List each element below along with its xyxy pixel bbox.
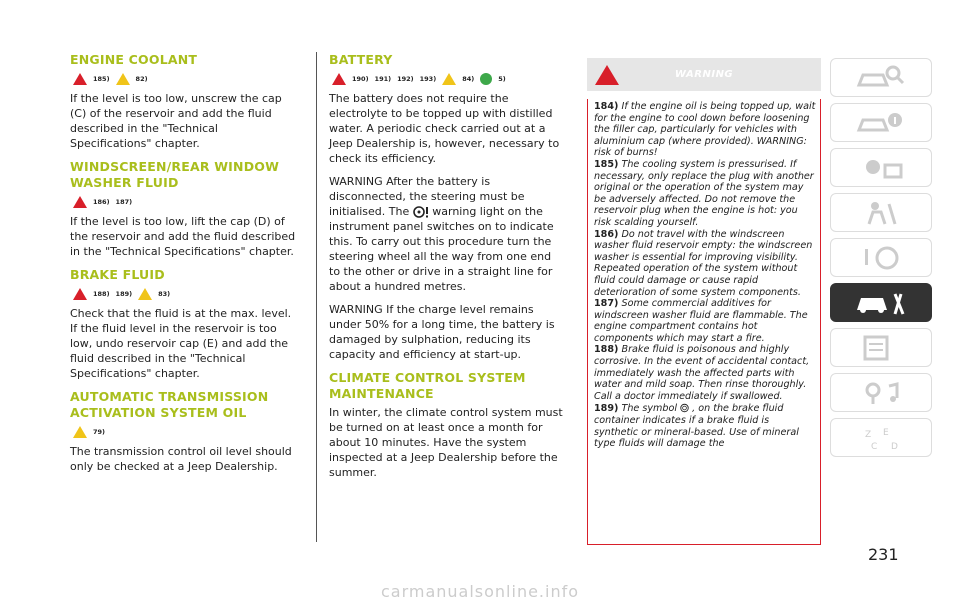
washer-fluid-title: WINDSCREEN/REAR WINDOW WASHER FLUID — [70, 159, 280, 190]
ref-link[interactable]: 192) — [397, 75, 414, 83]
ref-link[interactable]: 5) — [498, 75, 506, 83]
washer-fluid-refs — [73, 194, 300, 210]
warning-box — [587, 58, 821, 547]
battery-title: BATTERY — [329, 52, 393, 67]
warning-item-text: The symbol — [621, 403, 678, 415]
tab-multimedia[interactable] — [830, 373, 932, 412]
steering-tools-icon — [851, 243, 911, 273]
steering-warning-icon — [413, 206, 429, 218]
car-info-icon — [851, 108, 911, 138]
ref-link[interactable]: 191) — [374, 75, 392, 83]
tab-starting-driving[interactable] — [830, 238, 932, 277]
caution-icon — [116, 73, 130, 85]
brake-fluid-text: Check that the fluid is at the max. level. If the fluid level in the reservoir is too low, undo reservoir cap (E) and add the fluid described in the "Technical Specifications" chapter. — [70, 307, 292, 380]
ref-link[interactable]: 193) — [419, 75, 437, 83]
warning-item — [594, 229, 816, 299]
warning-item-text: Some commercial additives for windscreen washer fluid are flammable. The engine compartment contains hot components which may start a fire. — [594, 298, 808, 344]
ref-link[interactable]: 82) — [135, 75, 148, 83]
ref-link[interactable]: 190) — [352, 75, 369, 83]
climate-text: In winter, the climate control system must be turned on at least once a month for about 10 minutes. Have the system inspected at a Jeep Dealership before the summer. — [329, 406, 563, 479]
warning-item-number[interactable]: 188) — [594, 344, 619, 356]
ref-link[interactable]: 188) — [93, 290, 110, 298]
battery-refs — [332, 71, 564, 87]
column-middle — [329, 52, 564, 488]
warning-item — [594, 298, 816, 344]
svg-text:C: C — [871, 441, 878, 452]
warning-item — [594, 344, 816, 402]
warning-light-icon — [851, 153, 911, 183]
car-wrench-icon — [851, 288, 911, 318]
engine-coolant-title: ENGINE COOLANT — [70, 52, 198, 67]
brake-fluid-title: BRAKE FLUID — [70, 267, 165, 282]
tab-servicing-maintenance[interactable] — [830, 283, 932, 322]
ref-link[interactable]: 79) — [93, 428, 106, 436]
warning-item-number[interactable]: 187) — [594, 298, 619, 310]
warning-item-text: Do not travel with the windscreen washer fluid reservoir empty: the windscreen washer is essential for improving visibility. Repeated operation of the system without fluid could damage or cause rapid deterioration of some system components. — [594, 228, 813, 298]
environment-icon — [480, 73, 492, 85]
warning-item-number[interactable]: 184) — [594, 101, 619, 112]
svg-text:Z: Z — [865, 429, 872, 440]
warning-icon — [73, 288, 87, 300]
tab-safety[interactable] — [830, 193, 932, 232]
warning-icon — [73, 196, 87, 208]
warning-item-text: Brake fluid is poisonous and highly corrosive. In the event of accidental contact, immediately wash the affected parts with water and mild soap. Then rinse thoroughly. Call a doctor immediately if swallowed. — [594, 344, 810, 402]
climate-title: CLIMATE CONTROL SYSTEM MAINTENANCE — [329, 370, 526, 401]
transmission-oil-text: The transmission control oil level should only be checked at a Jeep Dealership. — [70, 445, 292, 473]
warning-header — [587, 58, 821, 91]
engine-coolant-refs — [73, 71, 300, 87]
svg-text:E: E — [883, 427, 889, 438]
battery-text-2 — [329, 174, 564, 294]
battery-text-1: The battery does not require the electrolyte to be topped up with distilled water. A periodic check carried out at a Jeep Dealership is, however, necessary to check its efficiency. — [329, 92, 560, 165]
battery-text-2b: warning light on the instrument panel switches on to indicate this. To carry out this procedure turn the steering wheel all the way from one end to the other or drive in a straight line for about a hundred metres. — [329, 205, 554, 293]
warning-item-text: , on the brake fluid container indicates if a brake fluid is synthetic or mineral-based. Use of mineral type fluids will damage the — [594, 403, 799, 450]
battery-text-2a: WARNING After the battery is disconnected, the steering must be initialised. The — [329, 175, 525, 218]
battery-text-3: WARNING If the charge level remains under 50% for a long time, the battery is damaged by sulphation, reducing its capacity and efficiency at start-up. — [329, 303, 555, 361]
brake-fluid-refs — [73, 286, 300, 302]
column-left — [70, 52, 300, 482]
ref-link[interactable]: 84) — [462, 75, 475, 83]
ref-link[interactable]: 185) — [93, 75, 110, 83]
warning-icon — [73, 73, 87, 85]
warning-body — [587, 99, 821, 545]
tab-technical-specs[interactable] — [830, 328, 932, 367]
caution-icon — [73, 426, 87, 438]
tab-getting-to-know[interactable] — [830, 58, 932, 97]
warning-item — [594, 159, 816, 229]
column-divider — [316, 52, 317, 542]
warning-item — [594, 101, 816, 159]
warning-item-number[interactable]: 186) — [594, 228, 619, 240]
car-search-icon — [851, 63, 911, 93]
caution-icon — [442, 73, 456, 85]
svg-text:D: D — [891, 441, 898, 452]
checklist-icon — [851, 333, 911, 363]
warning-item — [594, 402, 816, 449]
warning-icon — [332, 73, 346, 85]
tab-index[interactable] — [830, 418, 932, 457]
map-music-icon — [851, 378, 911, 408]
abc-index-icon — [851, 423, 911, 453]
transmission-oil-refs — [73, 424, 300, 440]
seatbelt-icon — [851, 198, 911, 228]
brake-fluid-symbol-icon — [680, 402, 692, 414]
page-number: 231 — [868, 545, 899, 564]
washer-fluid-text: If the level is too low, lift the cap (D) of the reservoir and add the fluid described in the "Technical Specifications" chapter. — [70, 215, 296, 258]
ref-link[interactable]: 186) — [93, 198, 110, 206]
caution-icon — [138, 288, 152, 300]
ref-link[interactable]: 187) — [115, 198, 133, 206]
ref-link[interactable]: 189) — [115, 290, 133, 298]
tab-warning-lights[interactable] — [830, 148, 932, 187]
transmission-oil-title: AUTOMATIC TRANSMISSION ACTIVATION SYSTEM OIL — [70, 389, 269, 420]
engine-coolant-text: If the level is too low, unscrew the cap (C) of the reservoir and add the fluid described in the "Technical Specifications" chapter. — [70, 92, 282, 150]
warning-title: WARNING — [674, 69, 734, 80]
ref-link[interactable]: 83) — [158, 290, 171, 298]
warning-item-text: The cooling system is pressurised. If necessary, only replace the plug with another original or the operation of the system may be adversely affected. Do not remove the reservoir plug when the engine is hot: you risk scalding yourself. — [594, 158, 814, 228]
tab-instrument-panel[interactable] — [830, 103, 932, 142]
watermark: carmanualsonline.info — [380, 582, 580, 601]
warning-item-number[interactable]: 185) — [594, 158, 619, 170]
chapter-sidebar — [830, 58, 935, 463]
warning-item-number[interactable]: 189) — [594, 403, 619, 415]
warning-item-text: If the engine oil is being topped up, wait for the engine to cool down before loosening the filler cap, particularly for vehicles with aluminium cap (where provided). WARNING: risk of burns! — [594, 101, 816, 159]
